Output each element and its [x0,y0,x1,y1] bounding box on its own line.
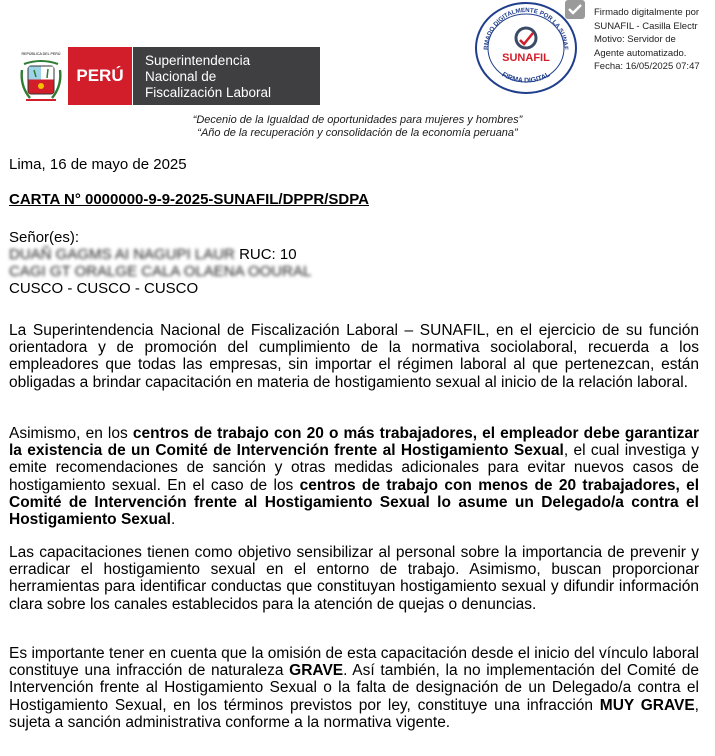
salutation: Señor(es): [9,229,80,246]
motto-line-1: “Decenio de la Igualdad de oportunidades para mujeres y hombres” [192,114,523,126]
recipient-name-line [9,247,297,263]
coat-of-arms-icon [20,50,62,106]
p2-text: . [170,511,176,529]
seal-bottom-text: FIRMA DIGITAL [500,71,552,85]
signature-line: Motivo: Servidor de [594,34,676,46]
p2-text: , el cual investiga y emite recomendaciones de sanción y otras medidas adicionales para evitar nuevos casos de hostigamiento sexual. En el caso de los [9,442,699,494]
signature-details [594,6,715,74]
ruc-label: RUC: 10 [239,246,297,263]
p2-bold-less-than-20: centros de trabajo con menos de 20 trabajadores, el Comité de Intervención frente al Hostigamiento Sexual lo asume un Delegado/a contra el Hostigamiento Sexual [9,476,699,529]
letter-date: Lima, 16 de mayo de 2025 [9,156,187,173]
p4-bold-grave: GRAVE [289,662,344,680]
entity-line-1: Superintendencia [145,53,251,68]
p4-text: Es importante tener en cuenta que la omisión de esta capacitación desde el inicio del vínculo laboral constituye una infracción de naturaleza [9,645,699,680]
signature-line: Firmado digitalmente por [594,7,700,18]
body-paragraph-2 [9,425,699,528]
motto-line-2: “Año de la recuperación y consolidación de la economía peruana” [197,127,518,139]
entity-name-box [133,47,320,105]
svg-text:FIRMADO DIGITALMENTE POR LA SU [472,0,569,50]
signature-check-icon [564,0,586,20]
p2-text: Asimismo, en los [9,425,133,442]
p4-bold-muy-grave: MUY GRAVE [599,696,695,714]
signature-line: Agente automatizado. [594,47,687,59]
body-paragraph-4 [9,645,699,731]
entity-line-2: Nacional de [145,69,217,84]
recipient-name: DUAÑ GAGMS AI NAGUPI LAUR [9,246,235,263]
seal-top-text: RMADO DIGITALMENTE POR LA SUNAF [482,6,570,51]
recipient-location: CUSCO - CUSCO - CUSCO [9,280,199,297]
shield-caption: REPÚBLICA DEL PERÚ [21,52,61,56]
signature-line: Fecha: 16/05/2025 07:47 [594,61,700,73]
body-paragraph-1: La Superintendencia Nacional de Fiscalización Laboral – SUNAFIL, en el ejercicio de su función orientadora y de promoción del cumplimiento de la normativa sociolaboral, recuerda a los empleadores que todas las empresas, sin importar el régimen laboral al que pertenezcan, están obligadas a brindar capacitación en materia de hostigamiento sexual al inicio de la relación laboral. [9,322,699,391]
p4-text: . Así también, la no implementación del Comité de Intervención frente al Hostigamiento Sexual o la falta de designación de un Delegado/a contra el Hostigamiento Sexual, en los términos previstos por ley, constituye una infracción [9,662,699,714]
signature-line: SUNAFIL - Casilla Electr [594,20,698,32]
svg-text:FIRMA DIGITAL [500,71,552,85]
peru-label: PERÚ [68,47,132,105]
p4-text: , sujeta a sanción administrativa conforme a la normativa vigente. [9,696,699,731]
body-paragraph-3: Las capacitaciones tienen como objetivo sensibilizar al personal sobre la importancia de prevenir y erradicar el hostigamiento sexual en el entorno de trabajo. Asimismo, buscan proporcionar herramientas para identificar conductas que constituyan hostigamiento sexual y difundir información clara sobre los canales establecidos para la atención de quejas o denuncias. [9,544,699,613]
recipient-address-line [9,264,311,280]
recipient-address: CAGI GT ORALGE CALA OLAENA OOURAL [9,263,312,280]
seal-brand: SUNAFIL [502,52,550,64]
p2-bold-20-or-more: centros de trabajo con 20 o más trabajadores, el empleador debe garantizar la existencia de un Comité de Intervención frente al Hostigamiento Sexual [9,425,700,460]
letter-reference: CARTA N° 0000000-9-9-2025-SUNAFIL/DPPR/SDPA [9,191,369,208]
entity-line-3: Fiscalización Laboral [145,85,272,100]
